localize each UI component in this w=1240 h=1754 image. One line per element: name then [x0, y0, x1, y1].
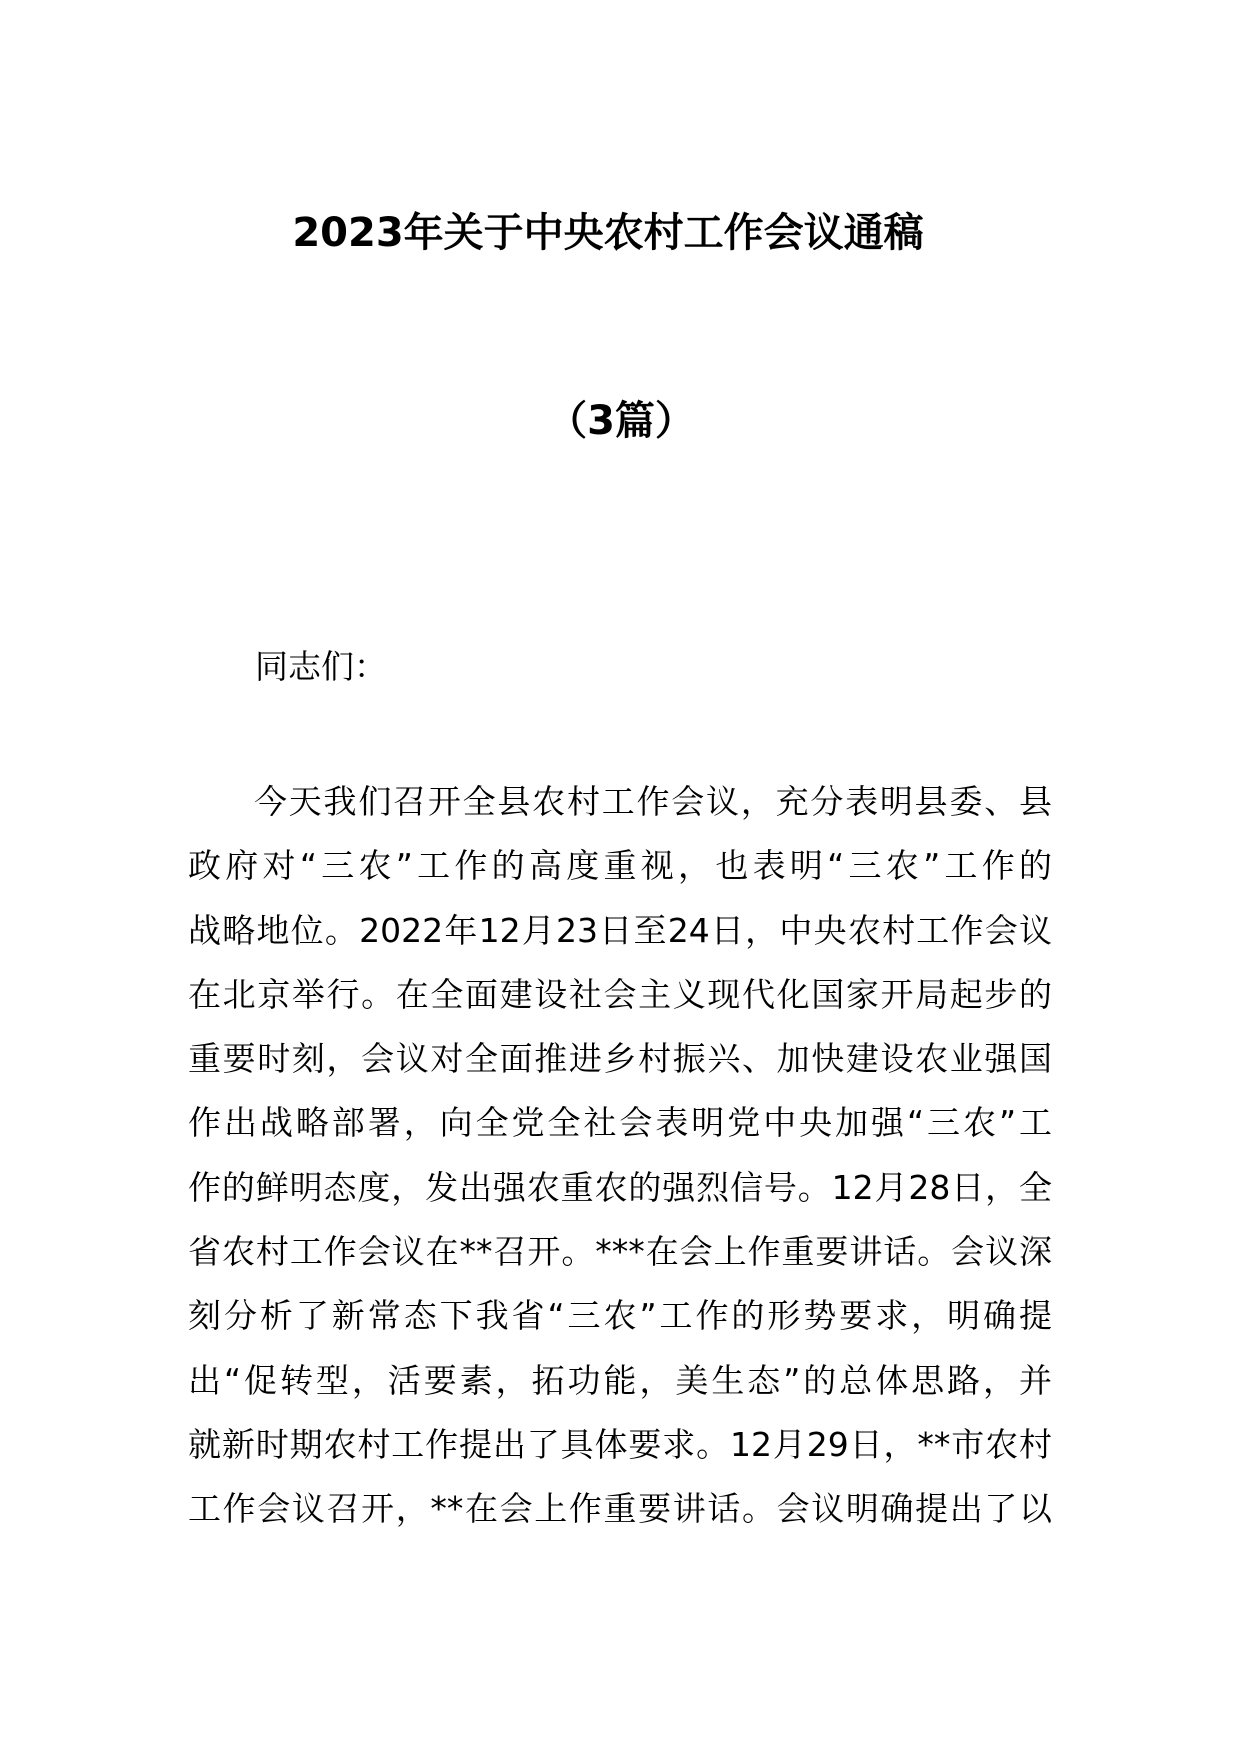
body-line: 作出战略部署，向全党全社会表明党中央加强“三农”工: [188, 1103, 1052, 1143]
body-line: 重要时刻，会议对全面推进乡村振兴、加快建设农业强国: [188, 1039, 1052, 1079]
body-line: 刻分析了新常态下我省“三农”工作的形势要求，明确提: [188, 1296, 1052, 1336]
document-subtitle: （3篇）: [547, 398, 695, 444]
body-line: 出“促转型，活要素，拓功能，美生态”的总体思路，并: [188, 1360, 1052, 1400]
body-line: 就新时期农村工作提出了具体要求。12月29日，**市农村: [188, 1424, 1052, 1464]
body-line: 省农村工作会议在**召开。***在会上作重要讲话。会议深: [188, 1232, 1052, 1272]
body-line: 工作会议召开，**在会上作重要讲话。会议明确提出了以: [188, 1489, 1052, 1529]
body-paragraph: [188, 770, 1052, 1542]
body-line: 作的鲜明态度，发出强农重农的强烈信号。12月28日，全: [188, 1167, 1052, 1207]
body-line: 今天我们召开全县农村工作会议，充分表明县委、县: [254, 782, 1052, 821]
salutation: 同志们：: [255, 647, 387, 686]
body-line: 政府对“三农”工作的高度重视，也表明“三农”工作的: [188, 846, 1052, 886]
body-line: 战略地位。2022年12月23日至24日，中央农村工作会议: [188, 910, 1052, 950]
document-title: 2023年关于中央农村工作会议通稿: [292, 210, 924, 256]
body-line: 在北京举行。在全面建设社会主义现代化国家开局起步的: [188, 974, 1052, 1014]
